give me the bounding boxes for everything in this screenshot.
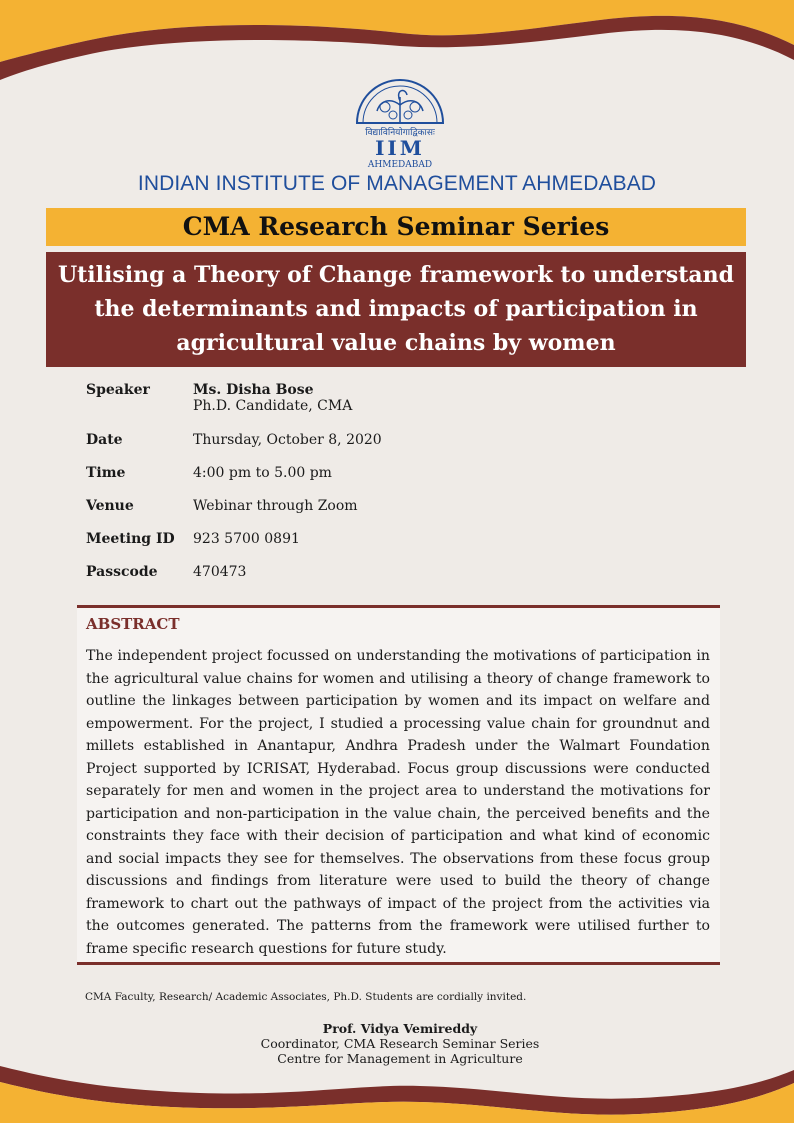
detail-label: Meeting ID [86, 531, 175, 547]
institute-name: INDIAN INSTITUTE OF MANAGEMENT AHMEDABAD [137, 172, 657, 195]
detail-value: 923 5700 0891 [193, 531, 300, 547]
coordinator-name: Prof. Vidya Vemireddy [322, 1021, 478, 1036]
logo-motto: विद्याविनियोगाद्विकासः [365, 128, 435, 138]
iima-logo [345, 75, 455, 170]
invitation-note: CMA Faculty, Research/ Academic Associates, Ph.D. Students are cordially invited. [85, 991, 527, 1003]
detail-value: Webinar through Zoom [193, 498, 358, 514]
detail-label: Speaker [86, 382, 150, 398]
detail-value: 4:00 pm to 5.00 pm [193, 465, 332, 481]
detail-label: Date [86, 432, 123, 448]
detail-value: 470473 [193, 564, 247, 580]
logo-city: AHMEDABAD [367, 160, 433, 170]
logo-mark: IIM [375, 136, 425, 160]
abstract-box [77, 605, 720, 965]
coordinator-role: Coordinator, CMA Research Seminar Series [260, 1036, 540, 1051]
detail-label: Passcode [86, 564, 158, 580]
abstract-body: The independent project focussed on understanding the motivations of participation in the agricultural value chains for women and utilising a theory of change framework to outline the linkages between participation by women and its impact on welfare and empowerment. For the project, I studied a processing value chain for groundnut and millets established in Anantapur, Andhra Pradesh under the Walmart Foundation Project supported by ICRISAT, Hyderabad. Focus group discussions were conducted separately for men and women in the project area to understand the motivations for participation and non-participation in the value chain, the perceived benefits and the constraints they face with their decision of participation and what kind of economic and social impacts they see for themselves. The observations from these focus group discussions and findings from literature were used to build the theory of change framework to chart out the pathways of impact of the project from the activities via the outcomes generated. The patterns from the framework were utilised further to frame specific research questions for future study. [86, 648, 710, 957]
abstract-heading: ABSTRACT [86, 615, 180, 633]
speaker-role: Ph.D. Candidate, CMA [193, 398, 353, 414]
speaker-name: Ms. Disha Bose [193, 382, 314, 398]
detail-label: Time [86, 465, 126, 481]
series-title: CMA Research Seminar Series [46, 208, 746, 246]
bottom-wave-decoration [0, 1048, 794, 1123]
centre-name: Centre for Management in Agriculture [277, 1051, 523, 1066]
seminar-title-line: Utilising a Theory of Change framework to understand [57, 262, 735, 288]
seminar-title-line: the determinants and impacts of participation in [94, 296, 698, 322]
detail-value [193, 382, 352, 414]
seminar-title [46, 252, 746, 367]
seminar-title-line: agricultural value chains by women [176, 330, 616, 356]
detail-label: Venue [86, 498, 134, 514]
detail-value: Thursday, October 8, 2020 [193, 432, 382, 448]
